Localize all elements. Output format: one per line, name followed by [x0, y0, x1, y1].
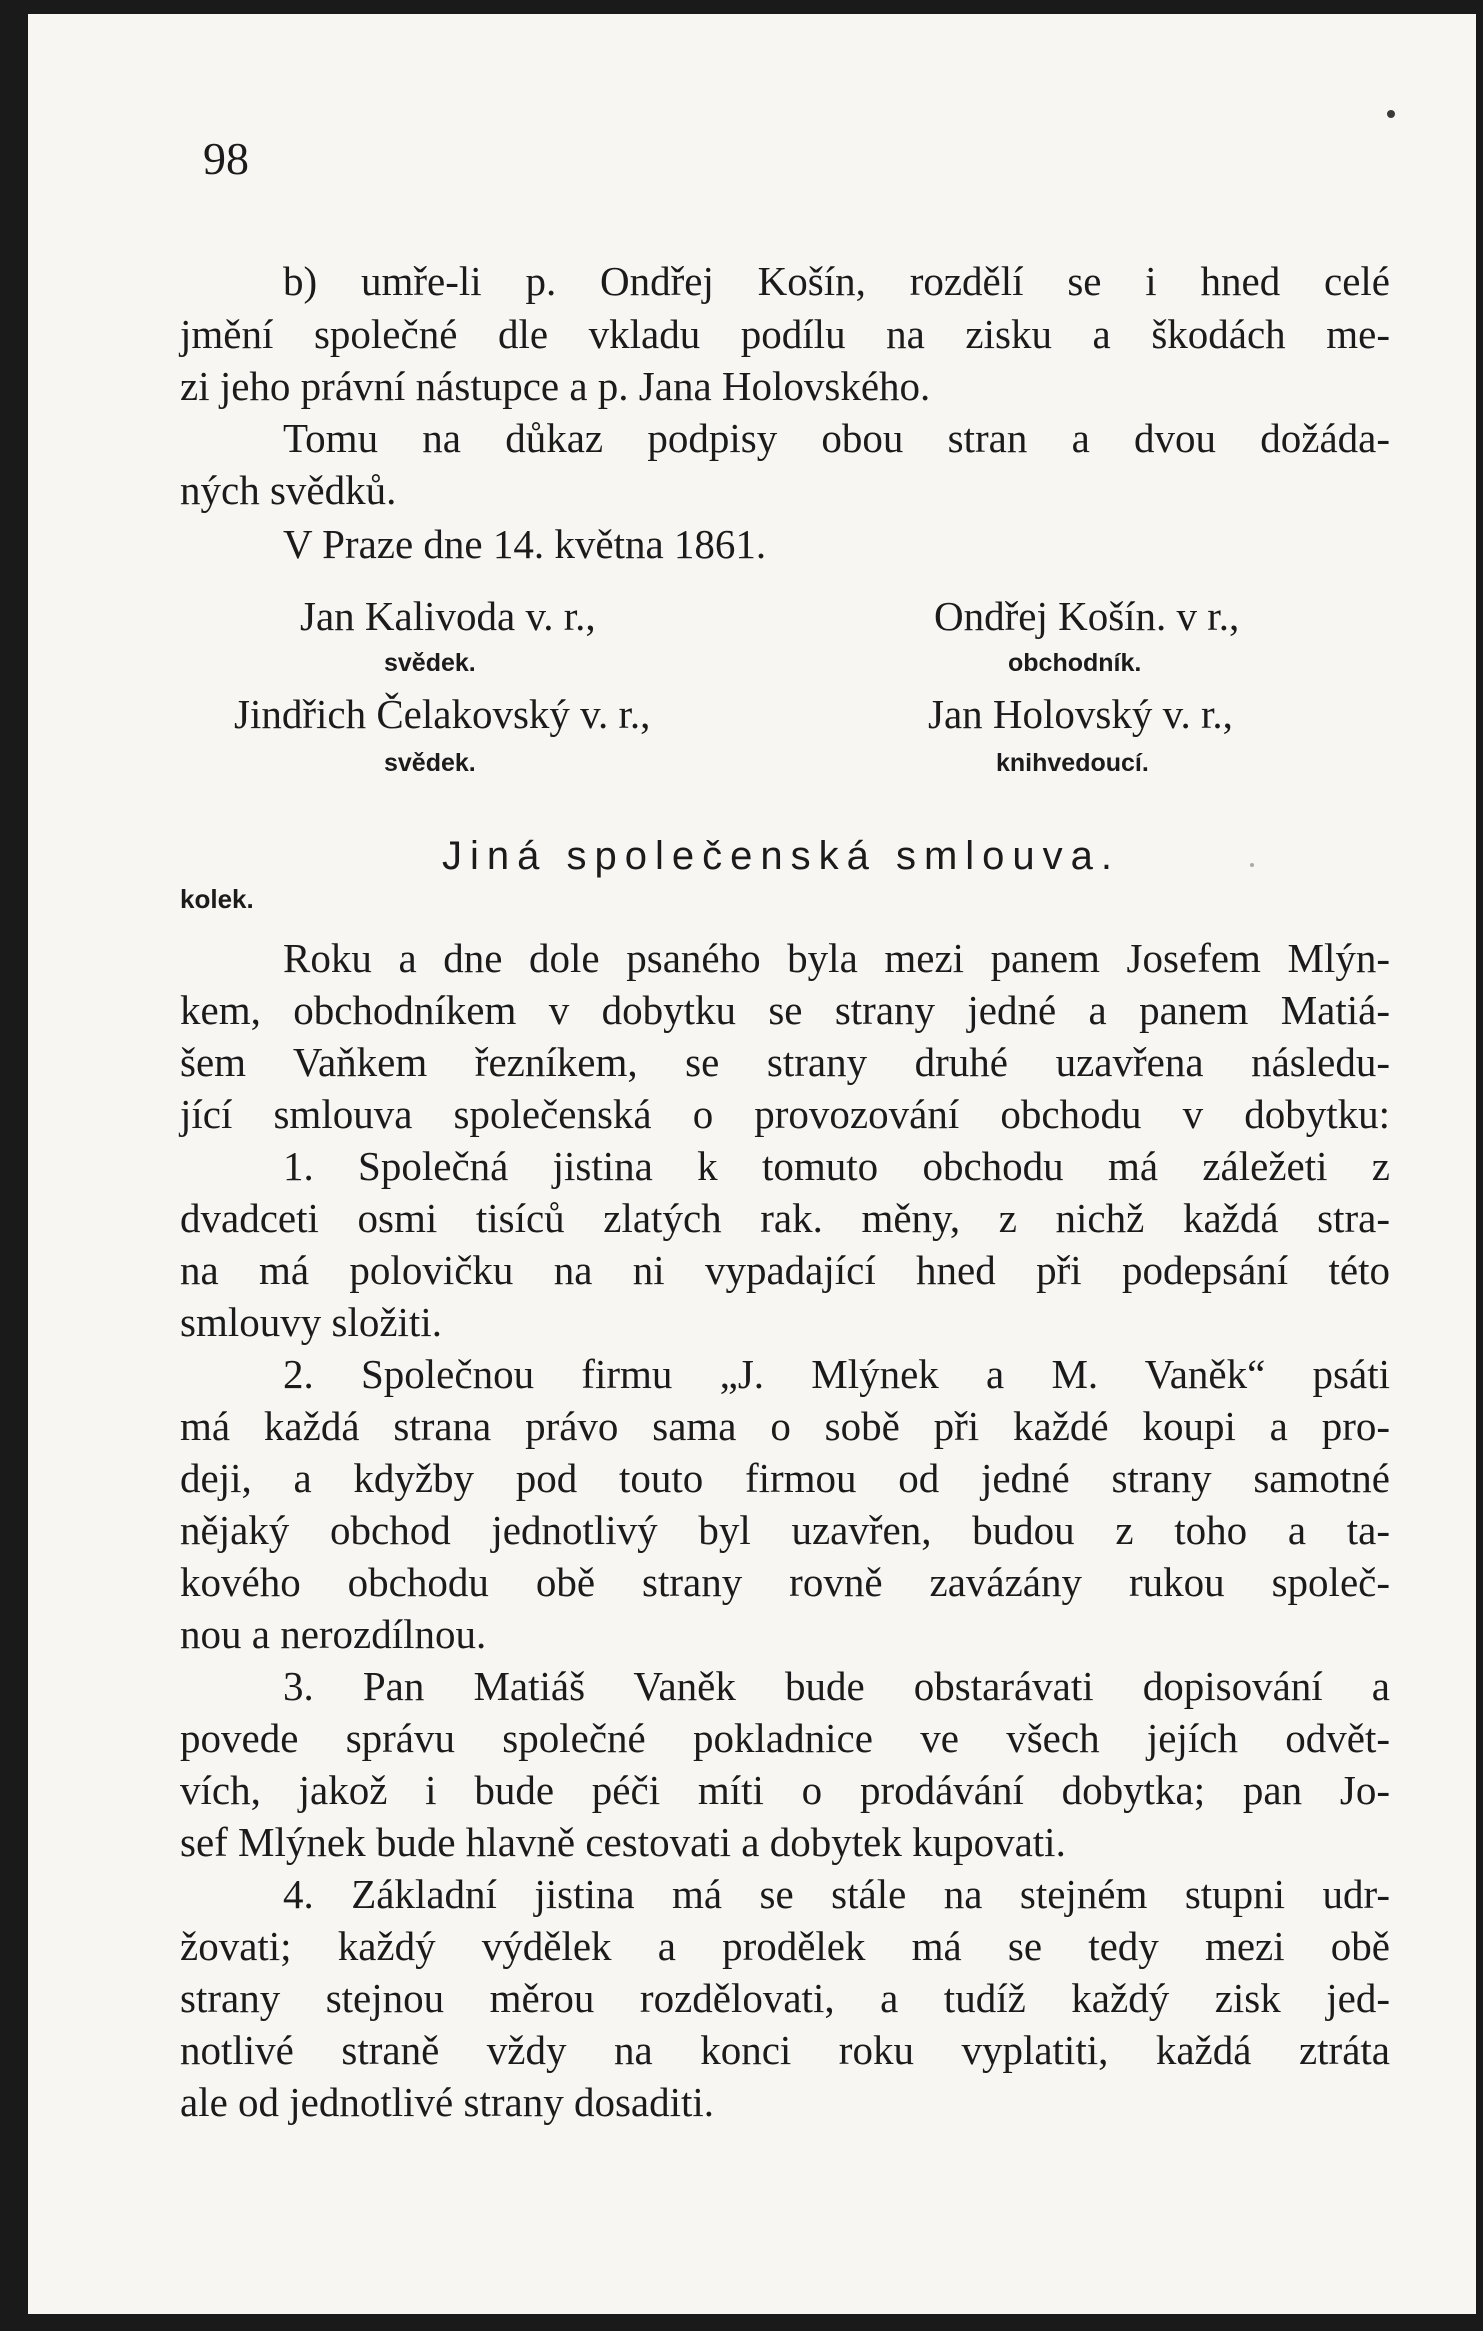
text-line: povede správu společné pokladnice ve všech jejích odvět-: [180, 1715, 1390, 1761]
signature-left-1-name: Jan Kalivoda v. r.,: [300, 593, 596, 639]
text-line: sef Mlýnek bude hlavně cestovati a dobytek kupovati.: [180, 1819, 1066, 1865]
text-line: strany stejnou měrou rozdělovati, a tudíž každý zisk jed-: [180, 1975, 1390, 2021]
signature-right-2-role: knihvedoucí.: [996, 749, 1149, 777]
text-line: nějaký obchod jednotlivý byl uzavřen, budou z toho a ta-: [180, 1507, 1390, 1553]
text-line: 4. Základní jistina má se stále na stejném stupni udr-: [283, 1871, 1390, 1917]
text-line: žovati; každý výdělek a prodělek má se tedy mezi obě: [180, 1923, 1390, 1969]
signature-left-2-role: svědek.: [384, 749, 476, 777]
text-line: 2. Společnou firmu „J. Mlýnek a M. Vaněk“ psáti: [283, 1351, 1390, 1397]
text-line: Tomu na důkaz podpisy obou stran a dvou dožáda-: [283, 415, 1390, 461]
text-line: 1. Společná jistina k tomuto obchodu má záležeti z: [283, 1143, 1390, 1189]
text-line: šem Vaňkem řezníkem, se strany druhé uzavřena následu-: [180, 1039, 1390, 1085]
text-line: nou a nerozdílnou.: [180, 1611, 487, 1657]
text-line: 3. Pan Matiáš Vaněk bude obstarávati dopisování a: [283, 1663, 1390, 1709]
text-line: deji, a kdyžby pod touto firmou od jedné strany samotné: [180, 1455, 1390, 1501]
signature-left-1-role: svědek.: [384, 649, 476, 677]
text-line: V Praze dne 14. května 1861.: [283, 521, 767, 567]
signature-right-1-name: Ondřej Košín. v r.,: [934, 593, 1240, 639]
text-line: kem, obchodníkem v dobytku se strany jedné a panem Matiá-: [180, 987, 1390, 1033]
text-line: vích, jakož i bude péči míti o prodávání dobytka; pan Jo-: [180, 1767, 1390, 1813]
text-line: jící smlouva společenská o provozování obchodu v dobytku:: [180, 1091, 1390, 1137]
ink-speck: [1387, 110, 1395, 118]
text-line: dvadceti osmi tisíců zlatých rak. měny, z nichž každá stra-: [180, 1195, 1390, 1241]
contract-heading: Jiná společenská smlouva.: [442, 834, 1121, 878]
text-line: zi jeho právní nástupce a p. Jana Holovského.: [180, 363, 931, 409]
stamp-label: kolek.: [180, 884, 254, 914]
page-number: 98: [203, 133, 249, 184]
text-line: na má polovičku na ni vypadající hned při podepsání této: [180, 1247, 1390, 1293]
signature-right-2-name: Jan Holovský v. r.,: [928, 691, 1233, 737]
text-line: ných svědků.: [180, 467, 397, 513]
ink-speck: [1250, 863, 1254, 867]
text-line: smlouvy složiti.: [180, 1299, 442, 1345]
text-line: jmění společné dle vkladu podílu na zisku a škodách me-: [180, 311, 1390, 357]
text-line: má každá strana právo sama o sobě při každé koupi a pro-: [180, 1403, 1390, 1449]
signature-left-2-name: Jindřich Čelakovský v. r.,: [234, 691, 651, 737]
text-line: Roku a dne dole psaného byla mezi panem Josefem Mlýn-: [283, 935, 1390, 981]
document-page: [28, 14, 1476, 2314]
text-line: ale od jednotlivé strany dosaditi.: [180, 2079, 715, 2125]
text-line: b) umře-li p. Ondřej Košín, rozdělí se i hned celé: [283, 258, 1390, 304]
signature-right-1-role: obchodník.: [1008, 649, 1142, 677]
text-line: kového obchodu obě strany rovně zavázány rukou společ-: [180, 1559, 1390, 1605]
text-line: notlivé straně vždy na konci roku vyplatiti, každá ztráta: [180, 2027, 1390, 2073]
